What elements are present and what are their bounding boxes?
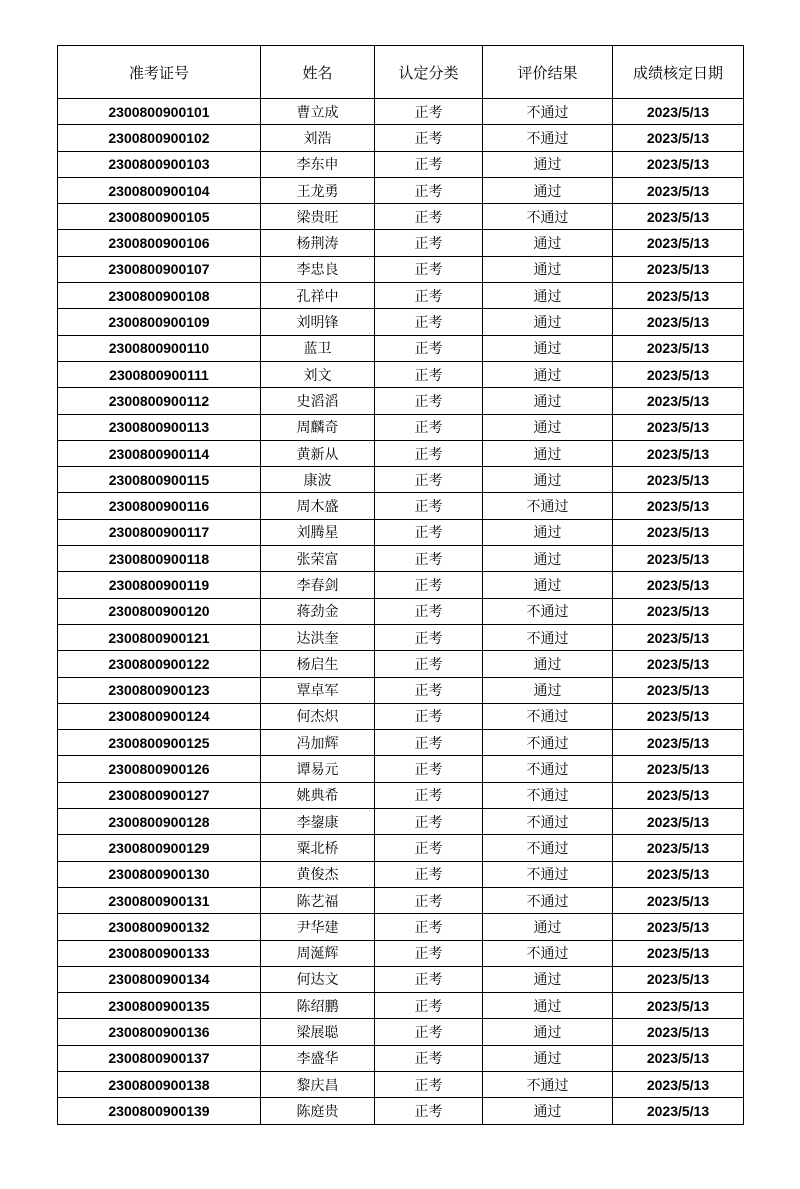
exam-id-cell: 2300800900123 [58,677,261,703]
result-cell: 通过 [483,1045,613,1071]
category-cell: 正考 [375,151,483,177]
category-cell: 正考 [375,598,483,624]
name-cell: 蒋劲金 [261,598,375,624]
table-row [58,572,744,598]
exam-id-cell: 2300800900135 [58,993,261,1019]
exam-id-cell: 2300800900132 [58,914,261,940]
date-cell: 2023/5/13 [613,1045,744,1071]
table-row [58,598,744,624]
exam-id-cell: 2300800900127 [58,782,261,808]
name-cell: 粟北桥 [261,835,375,861]
result-cell: 不通过 [483,835,613,861]
category-cell: 正考 [375,493,483,519]
result-cell: 通过 [483,519,613,545]
result-cell: 通过 [483,361,613,387]
date-cell: 2023/5/13 [613,598,744,624]
table-row [58,388,744,414]
exam-id-cell: 2300800900122 [58,651,261,677]
name-cell: 何达文 [261,966,375,992]
table-row [58,230,744,256]
table-row [58,887,744,913]
table-row [58,756,744,782]
result-cell: 通过 [483,283,613,309]
name-cell: 杨启生 [261,651,375,677]
category-cell: 正考 [375,1098,483,1124]
category-cell: 正考 [375,572,483,598]
result-cell: 通过 [483,1019,613,1045]
name-cell: 梁展聪 [261,1019,375,1045]
table-row [58,414,744,440]
name-cell: 黄俊杰 [261,861,375,887]
exam-id-cell: 2300800900116 [58,493,261,519]
exam-id-cell: 2300800900136 [58,1019,261,1045]
exam-id-cell: 2300800900126 [58,756,261,782]
date-cell: 2023/5/13 [613,335,744,361]
category-cell: 正考 [375,940,483,966]
name-cell: 李忠良 [261,256,375,282]
category-cell: 正考 [375,1071,483,1097]
exam-id-cell: 2300800900114 [58,440,261,466]
category-cell: 正考 [375,861,483,887]
category-cell: 正考 [375,177,483,203]
date-cell: 2023/5/13 [613,835,744,861]
table-row [58,467,744,493]
name-cell: 李春剑 [261,572,375,598]
category-cell: 正考 [375,809,483,835]
exam-id-cell: 2300800900134 [58,966,261,992]
header-exam-id: 准考证号 [58,46,261,99]
table-body [58,99,744,1125]
table-row [58,361,744,387]
category-cell: 正考 [375,309,483,335]
exam-id-cell: 2300800900106 [58,230,261,256]
category-cell: 正考 [375,335,483,361]
result-cell: 不通过 [483,809,613,835]
date-cell: 2023/5/13 [613,309,744,335]
exam-id-cell: 2300800900129 [58,835,261,861]
date-cell: 2023/5/13 [613,651,744,677]
name-cell: 康波 [261,467,375,493]
date-cell: 2023/5/13 [613,572,744,598]
category-cell: 正考 [375,204,483,230]
exam-id-cell: 2300800900107 [58,256,261,282]
exam-id-cell: 2300800900102 [58,125,261,151]
table-row [58,651,744,677]
category-cell: 正考 [375,993,483,1019]
category-cell: 正考 [375,835,483,861]
category-cell: 正考 [375,283,483,309]
table-row [58,624,744,650]
result-cell: 不通过 [483,940,613,966]
result-cell: 不通过 [483,493,613,519]
name-cell: 杨荆涛 [261,230,375,256]
date-cell: 2023/5/13 [613,99,744,125]
exam-id-cell: 2300800900104 [58,177,261,203]
result-cell: 通过 [483,651,613,677]
result-cell: 通过 [483,177,613,203]
result-cell: 通过 [483,230,613,256]
category-cell: 正考 [375,887,483,913]
exam-id-cell: 2300800900121 [58,624,261,650]
category-cell: 正考 [375,99,483,125]
date-cell: 2023/5/13 [613,966,744,992]
exam-id-cell: 2300800900117 [58,519,261,545]
table-row [58,940,744,966]
table-row [58,809,744,835]
result-cell: 通过 [483,467,613,493]
date-cell: 2023/5/13 [613,1019,744,1045]
name-cell: 孔祥中 [261,283,375,309]
category-cell: 正考 [375,546,483,572]
date-cell: 2023/5/13 [613,887,744,913]
name-cell: 姚典希 [261,782,375,808]
category-cell: 正考 [375,414,483,440]
date-cell: 2023/5/13 [613,1071,744,1097]
name-cell: 梁贵旺 [261,204,375,230]
name-cell: 张荣富 [261,546,375,572]
name-cell: 李东申 [261,151,375,177]
result-cell: 通过 [483,151,613,177]
name-cell: 黎庆昌 [261,1071,375,1097]
name-cell: 陈绍鹏 [261,993,375,1019]
category-cell: 正考 [375,677,483,703]
category-cell: 正考 [375,361,483,387]
result-cell: 通过 [483,993,613,1019]
table-row [58,256,744,282]
table-row [58,99,744,125]
date-cell: 2023/5/13 [613,177,744,203]
results-table [57,45,744,1125]
category-cell: 正考 [375,730,483,756]
category-cell: 正考 [375,256,483,282]
exam-id-cell: 2300800900139 [58,1098,261,1124]
date-cell: 2023/5/13 [613,940,744,966]
date-cell: 2023/5/13 [613,519,744,545]
table-row [58,835,744,861]
name-cell: 周涎辉 [261,940,375,966]
result-cell: 不通过 [483,624,613,650]
category-cell: 正考 [375,519,483,545]
date-cell: 2023/5/13 [613,861,744,887]
date-cell: 2023/5/13 [613,1098,744,1124]
exam-id-cell: 2300800900133 [58,940,261,966]
result-cell: 不通过 [483,99,613,125]
date-cell: 2023/5/13 [613,703,744,729]
name-cell: 刘浩 [261,125,375,151]
result-cell: 不通过 [483,887,613,913]
date-cell: 2023/5/13 [613,809,744,835]
category-cell: 正考 [375,756,483,782]
date-cell: 2023/5/13 [613,283,744,309]
result-cell: 通过 [483,546,613,572]
table-row [58,546,744,572]
table-row [58,914,744,940]
category-cell: 正考 [375,388,483,414]
result-cell: 通过 [483,966,613,992]
name-cell: 达洪奎 [261,624,375,650]
category-cell: 正考 [375,651,483,677]
date-cell: 2023/5/13 [613,493,744,519]
table-row [58,1071,744,1097]
category-cell: 正考 [375,1019,483,1045]
name-cell: 李鋆康 [261,809,375,835]
result-cell: 通过 [483,309,613,335]
date-cell: 2023/5/13 [613,204,744,230]
result-cell: 通过 [483,388,613,414]
exam-id-cell: 2300800900110 [58,335,261,361]
table-row [58,703,744,729]
name-cell: 黄新从 [261,440,375,466]
exam-id-cell: 2300800900101 [58,99,261,125]
name-cell: 谭易元 [261,756,375,782]
exam-id-cell: 2300800900105 [58,204,261,230]
name-cell: 刘腾星 [261,519,375,545]
header-date: 成绩核定日期 [613,46,744,99]
date-cell: 2023/5/13 [613,440,744,466]
table-row [58,966,744,992]
result-cell: 通过 [483,440,613,466]
table-row [58,177,744,203]
result-cell: 不通过 [483,861,613,887]
date-cell: 2023/5/13 [613,782,744,808]
exam-id-cell: 2300800900119 [58,572,261,598]
name-cell: 周木盛 [261,493,375,519]
category-cell: 正考 [375,125,483,151]
result-cell: 不通过 [483,598,613,624]
exam-id-cell: 2300800900128 [58,809,261,835]
result-cell: 通过 [483,335,613,361]
exam-id-cell: 2300800900137 [58,1045,261,1071]
header-result: 评价结果 [483,46,613,99]
table-row [58,861,744,887]
table-row [58,335,744,361]
exam-id-cell: 2300800900120 [58,598,261,624]
table-header [58,46,744,99]
exam-id-cell: 2300800900103 [58,151,261,177]
date-cell: 2023/5/13 [613,677,744,703]
header-category: 认定分类 [375,46,483,99]
date-cell: 2023/5/13 [613,467,744,493]
date-cell: 2023/5/13 [613,730,744,756]
name-cell: 刘明锋 [261,309,375,335]
category-cell: 正考 [375,782,483,808]
name-cell: 曹立成 [261,99,375,125]
exam-id-cell: 2300800900118 [58,546,261,572]
result-cell: 不通过 [483,730,613,756]
category-cell: 正考 [375,624,483,650]
exam-id-cell: 2300800900113 [58,414,261,440]
exam-id-cell: 2300800900112 [58,388,261,414]
result-cell: 不通过 [483,204,613,230]
name-cell: 尹华建 [261,914,375,940]
table-row [58,993,744,1019]
name-cell: 刘文 [261,361,375,387]
name-cell: 王龙勇 [261,177,375,203]
date-cell: 2023/5/13 [613,624,744,650]
date-cell: 2023/5/13 [613,546,744,572]
date-cell: 2023/5/13 [613,414,744,440]
result-cell: 通过 [483,914,613,940]
result-cell: 不通过 [483,756,613,782]
table-row [58,1019,744,1045]
table-row [58,309,744,335]
date-cell: 2023/5/13 [613,361,744,387]
exam-id-cell: 2300800900138 [58,1071,261,1097]
result-cell: 通过 [483,1098,613,1124]
name-cell: 冯加辉 [261,730,375,756]
exam-id-cell: 2300800900111 [58,361,261,387]
result-cell: 不通过 [483,1071,613,1097]
result-cell: 通过 [483,572,613,598]
date-cell: 2023/5/13 [613,388,744,414]
date-cell: 2023/5/13 [613,756,744,782]
table-row [58,1045,744,1071]
exam-id-cell: 2300800900125 [58,730,261,756]
category-cell: 正考 [375,966,483,992]
exam-id-cell: 2300800900124 [58,703,261,729]
result-cell: 不通过 [483,125,613,151]
name-cell: 蓝卫 [261,335,375,361]
name-cell: 何杰炽 [261,703,375,729]
name-cell: 史滔滔 [261,388,375,414]
category-cell: 正考 [375,703,483,729]
date-cell: 2023/5/13 [613,914,744,940]
table-row [58,1098,744,1124]
table-row [58,730,744,756]
exam-id-cell: 2300800900109 [58,309,261,335]
result-cell: 通过 [483,677,613,703]
table-row [58,440,744,466]
name-cell: 陈艺福 [261,887,375,913]
table-row [58,125,744,151]
category-cell: 正考 [375,1045,483,1071]
category-cell: 正考 [375,230,483,256]
date-cell: 2023/5/13 [613,256,744,282]
exam-id-cell: 2300800900108 [58,283,261,309]
category-cell: 正考 [375,914,483,940]
exam-id-cell: 2300800900130 [58,861,261,887]
date-cell: 2023/5/13 [613,151,744,177]
table-row [58,283,744,309]
name-cell: 陈庭贵 [261,1098,375,1124]
table-row [58,519,744,545]
name-cell: 周麟奇 [261,414,375,440]
date-cell: 2023/5/13 [613,993,744,1019]
category-cell: 正考 [375,440,483,466]
category-cell: 正考 [375,467,483,493]
name-cell: 覃卓军 [261,677,375,703]
result-cell: 不通过 [483,782,613,808]
table-row [58,151,744,177]
table-row [58,493,744,519]
name-cell: 李盛华 [261,1045,375,1071]
date-cell: 2023/5/13 [613,125,744,151]
table-row [58,782,744,808]
result-cell: 不通过 [483,703,613,729]
result-cell: 通过 [483,414,613,440]
header-row [58,46,744,99]
header-name: 姓名 [261,46,375,99]
exam-id-cell: 2300800900131 [58,887,261,913]
result-cell: 通过 [483,256,613,282]
table-row [58,677,744,703]
table-row [58,204,744,230]
date-cell: 2023/5/13 [613,230,744,256]
exam-id-cell: 2300800900115 [58,467,261,493]
